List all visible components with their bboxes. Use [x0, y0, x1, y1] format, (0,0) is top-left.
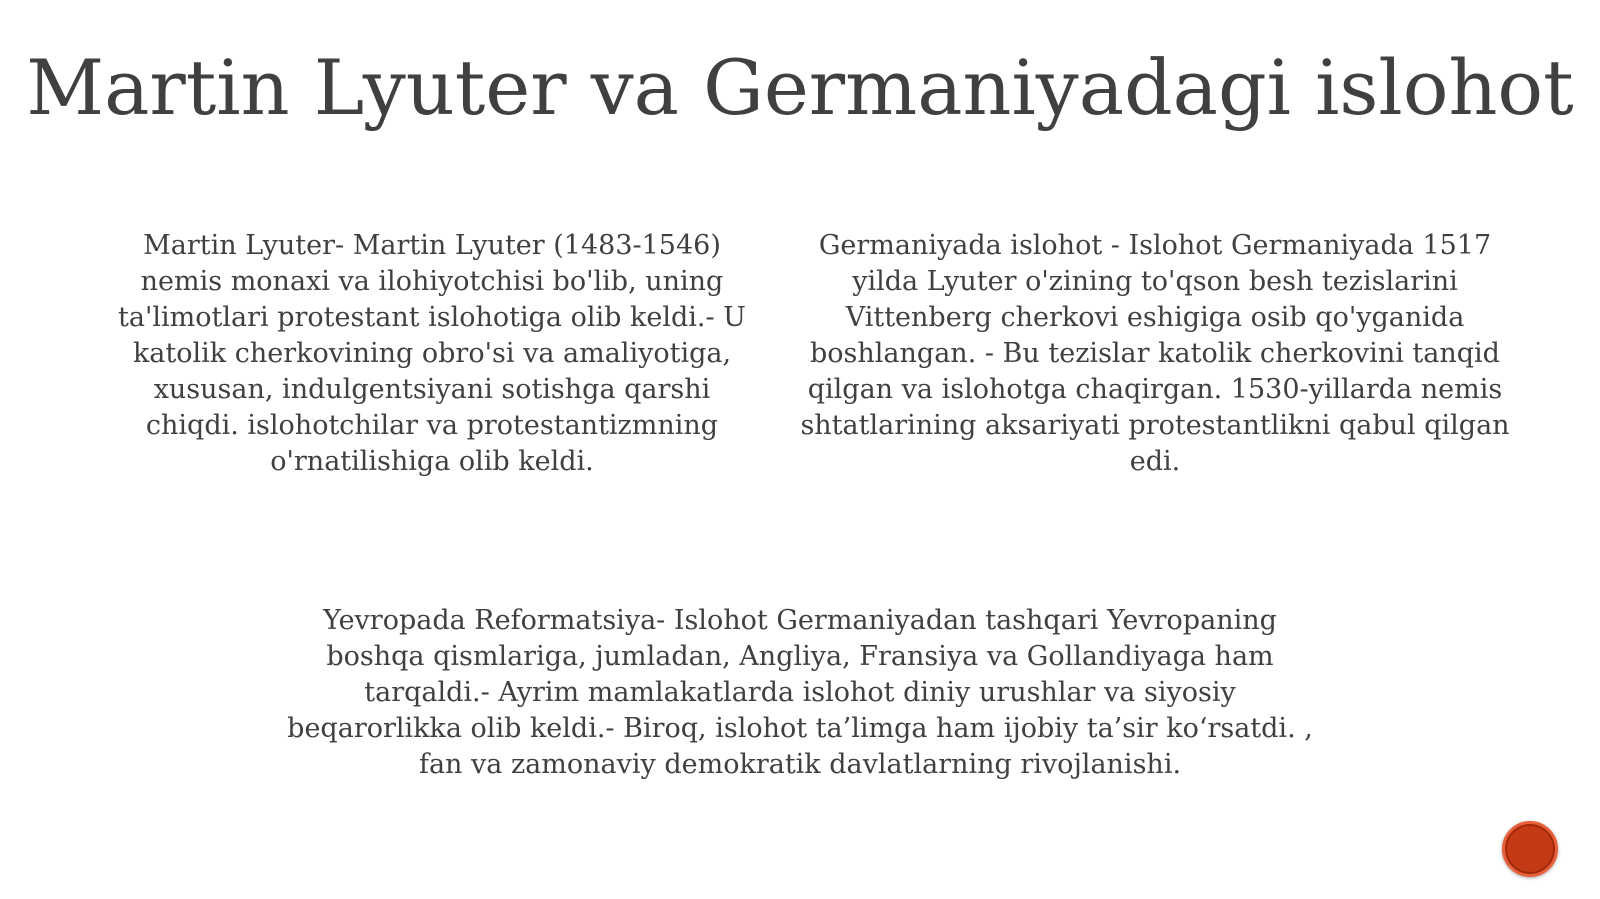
slide-title: Martin Lyuter va Germaniyadagi islohot	[26, 43, 1574, 132]
text-block-yevropada-reformatsiya: Yevropada Reformatsiya- Islohot Germaniyadan tashqari Yevropaning boshqa qismlariga, jumladan, Angliya, Fransiya va Gollandiyaga ham tarqaldi.- Ayrim mamlakatlarda islohot diniy urushlar va siyosiy beqarorlikka olib keldi.- Biroq, islohot ta’limga ham ijobiy ta’sir ko‘rsatdi. , fan va zamonaviy demokratik davlatlarning rivojlanishi.	[287, 605, 1313, 780]
circle-button-icon[interactable]	[1502, 821, 1558, 877]
text-block-martin-lyuter: Martin Lyuter- Martin Lyuter (1483-1546) nemis monaxi va ilohiyotchisi bo'lib, uning ta'limotlari protestant islohotiga olib keldi.- U katolik cherkovining obro'si va amaliyotiga, xususan, indulgentsiyani sotishga qarshi chiqdi. islohotchilar va protestantizmning o'rnatilishiga olib keldi.	[118, 230, 746, 477]
text-block-germaniyada-islohot: Germaniyada islohot - Islohot Germaniyada 1517 yilda Lyuter o'zining to'qson besh tezislarini Vittenberg cherkovi eshigiga osib qo'yganida boshlangan. - Bu tezislar katolik cherkovini tanqid qilgan va islohotga chaqirgan. 1530-yillarda nemis shtatlarining aksariyati protestantlikni qabul qilgan edi.	[800, 230, 1510, 477]
